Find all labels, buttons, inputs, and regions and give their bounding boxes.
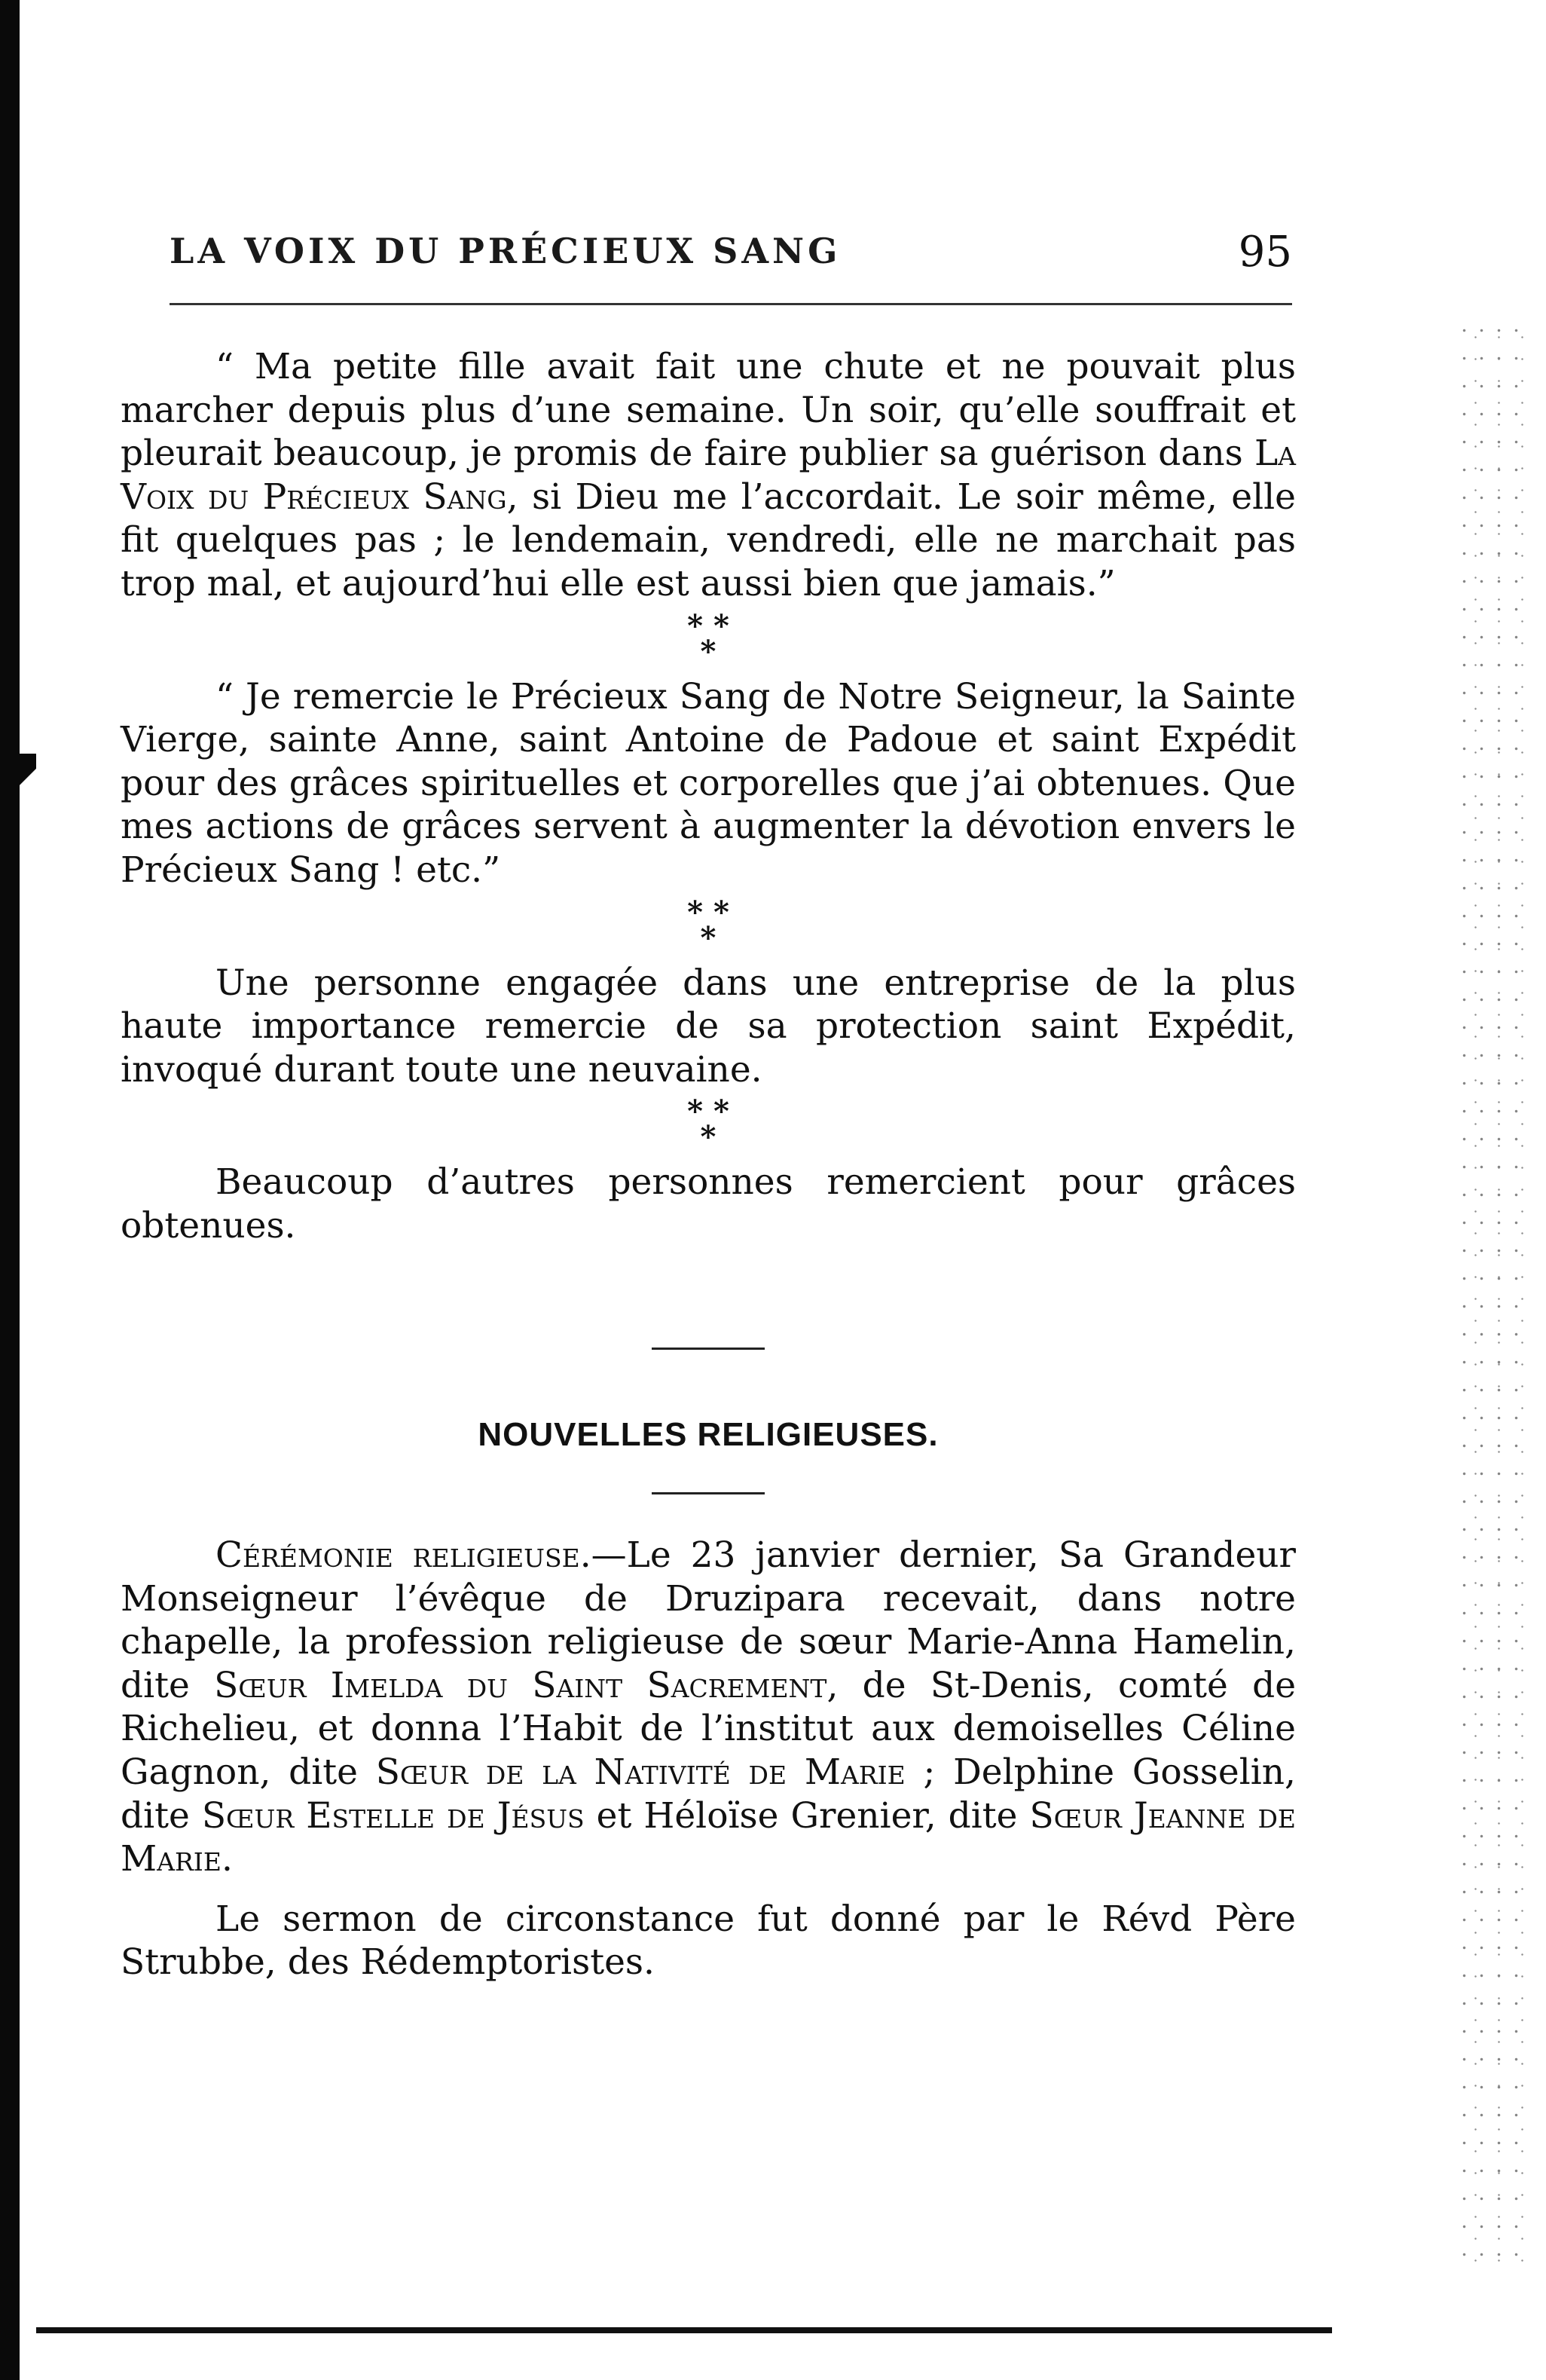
- page-body: [121, 345, 1296, 1984]
- page-number: 95: [1238, 228, 1292, 277]
- section-title: NOUVELLES RELIGIEUSES.: [478, 1415, 939, 1453]
- asterism-separator: * * *: [687, 607, 729, 669]
- paragraph-testimony-1: [121, 345, 1296, 606]
- text: et Héloïse Grenier, dite: [584, 1794, 1030, 1837]
- text: , de St-Denis, comté de Richelieu, et donna l’Habit de l’institut aux demoiselles Céline Gagnon, dite: [121, 1664, 1297, 1794]
- text: , si Dieu me l’accordait. Le soir même, elle fit quelques pas ; le lendemain, vendredi, elle ne marchait pas trop mal, et aujourd’hui elle est aussi bien que jamais.”: [121, 476, 1296, 604]
- religious-name: Sœur de la Nativité de Marie: [375, 1751, 906, 1794]
- journal-title: La Voix du Précieux Sang: [121, 433, 1296, 518]
- religious-name: Sœur Jeanne de Marie: [121, 1794, 1297, 1880]
- scan-left-edge: [0, 0, 20, 2380]
- paragraph-testimony-3: Une personne engagée dans une entreprise de la plus haute importance remercie de sa protection saint Expédit, invoqué durant toute une neuvaine.: [121, 962, 1296, 1091]
- text: ; Delphine Gosselin, dite: [121, 1751, 1296, 1837]
- religious-name: Sœur Imelda du Saint Sacrement: [214, 1664, 827, 1706]
- text: —Le 23 janvier dernier, Sa Grandeur Monseigneur l’évêque de Druzipara recevait, dans notre chapelle, la profession religieuse de sœur Marie-Anna Hamelin, dite: [121, 1534, 1296, 1706]
- asterism-separator: * * *: [687, 894, 729, 956]
- scan-bottom-rule: [36, 2327, 1332, 2333]
- religious-name: Sœur Estelle de Jésus: [201, 1794, 585, 1837]
- scan-left-notch: [20, 754, 36, 806]
- text: “ Ma petite fille avait fait une chute et ne pouvait plus marcher depuis plus d’une semaine. Un soir, qu’elle souffrait et pleurait beaucoup, je promis de faire publier sa guérison dans: [121, 346, 1296, 475]
- paragraph-sermon: Le sermon de circonstance fut donné par le Révd Père Strubbe, des Rédemptoristes.: [121, 1898, 1296, 1984]
- header-rule: [170, 303, 1292, 305]
- scan-right-gutter: [1456, 317, 1523, 2276]
- running-title: LA VOIX DU PRÉCIEUX SANG: [170, 231, 842, 271]
- ceremony-lead: Cérémonie religieuse.: [215, 1534, 591, 1577]
- text: .: [221, 1838, 233, 1880]
- paragraph-testimony-2: “ Je remercie le Précieux Sang de Notre Seigneur, la Sainte Vierge, sainte Anne, saint Antoine de Padoue et saint Expédit pour des grâces spirituelles et corporelles que j’ai obtenues. Que mes actions de grâces servent à augmenter la dévotion envers le Précieux Sang ! etc.”: [121, 675, 1296, 891]
- asterism-separator: * * *: [687, 1094, 729, 1155]
- paragraph-testimony-4: Beaucoup d’autres personnes remercient pour grâces obtenues.: [121, 1161, 1296, 1247]
- page-header: [170, 228, 1292, 288]
- paragraph-ceremony: [121, 1534, 1296, 1881]
